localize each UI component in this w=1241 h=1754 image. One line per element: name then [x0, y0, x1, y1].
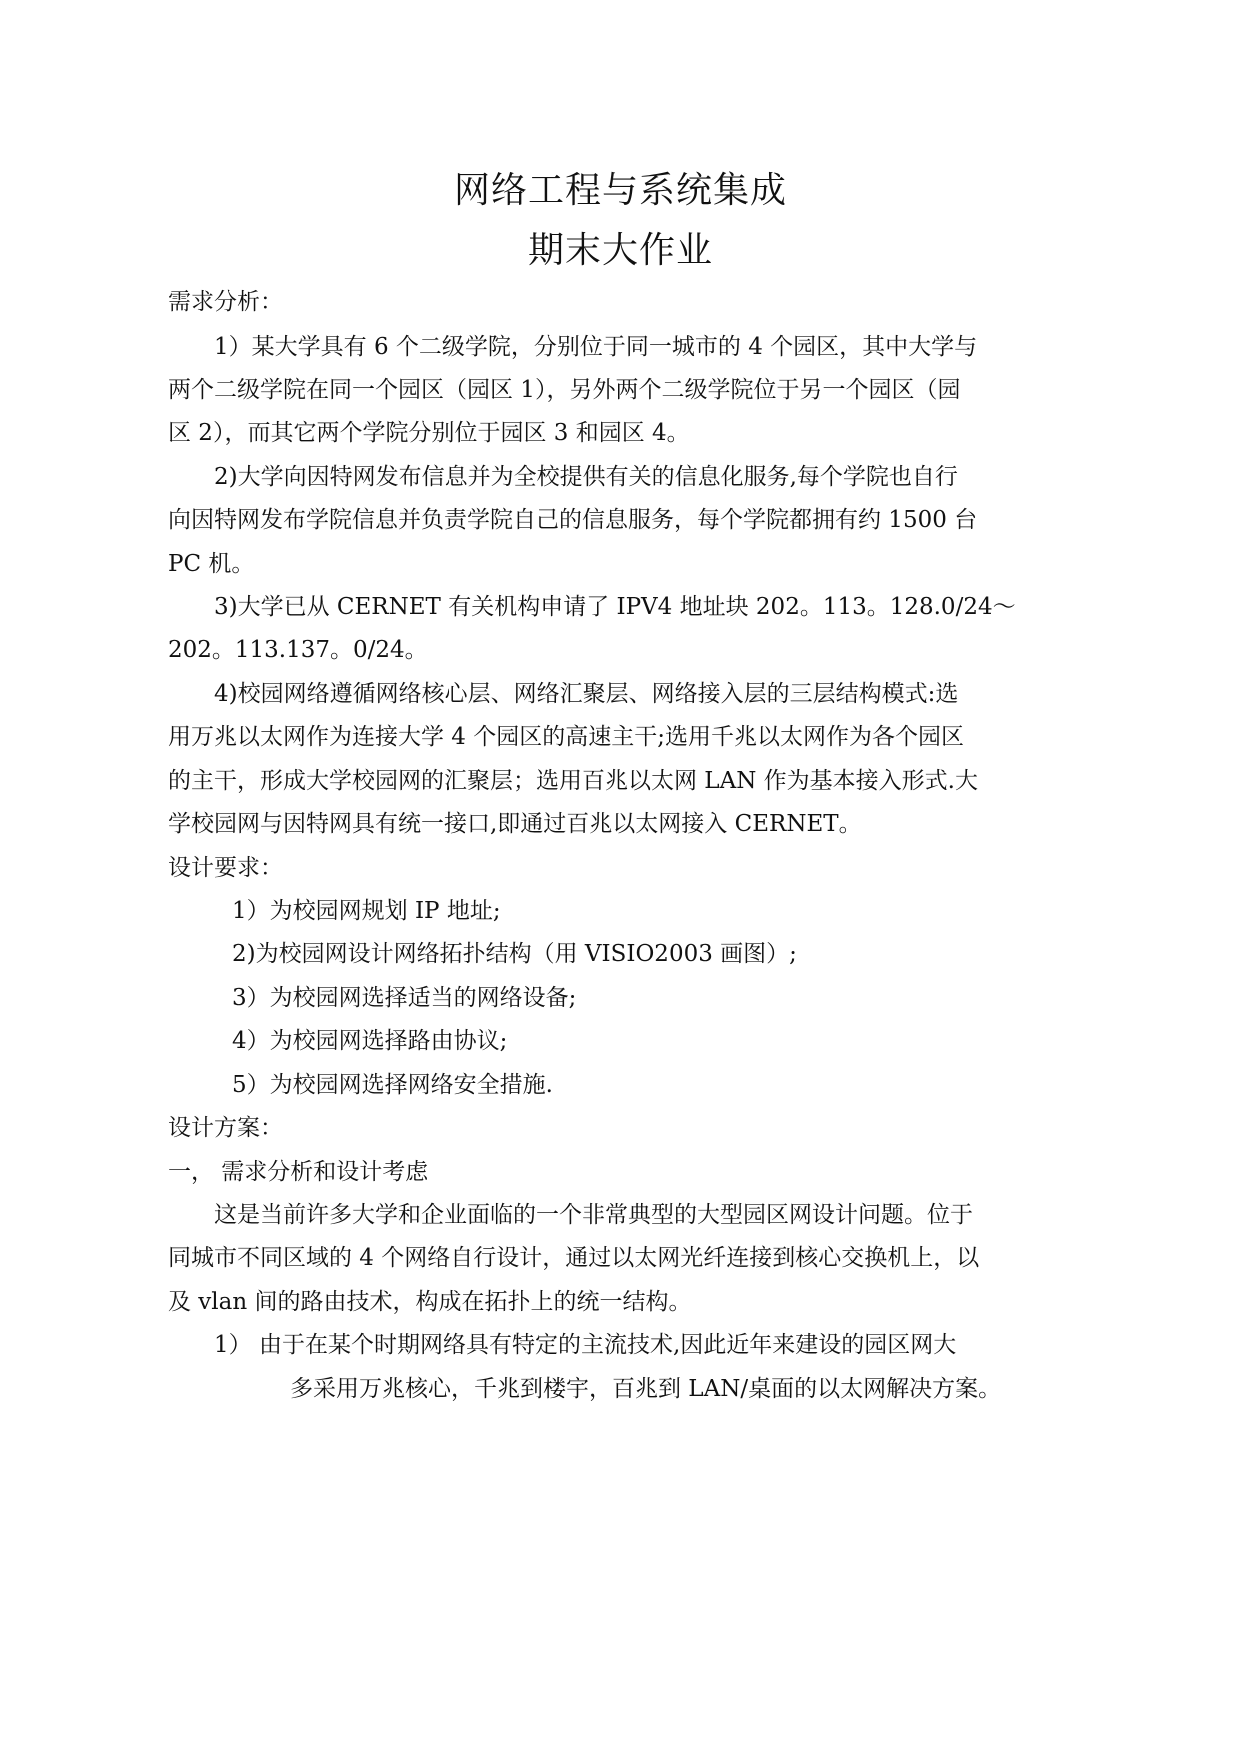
numbered-paragraph-line: 1） 由于在某个时期网络具有特定的主流技术,因此近年来建设的园区网大 [214, 1332, 957, 1358]
section-heading-design-requirements: 设计要求： [168, 855, 283, 881]
paragraph-line: 3)大学已从 CERNET 有关机构申请了 IPV4 地址块 202。113。128.0/24～ [214, 594, 1016, 620]
paragraph-line: 学校园网与因特网具有统一接口,即通过百兆以太网接入 CERNET。 [168, 811, 862, 837]
requirement-item: 1）为校园网规划 IP 地址; [232, 898, 501, 924]
paragraph-line: 的主干，形成大学校园网的汇聚层；选用百兆以太网 LAN 作为基本接入形式.大 [168, 768, 978, 794]
paragraph-line: 这是当前许多大学和企业面临的一个非常典型的大型园区网设计问题。位于 [214, 1202, 973, 1228]
numbered-paragraph-line: 多采用万兆核心，千兆到楼宇，百兆到 LAN/桌面的以太网解决方案。 [290, 1376, 1002, 1402]
paragraph-line: PC 机。 [168, 551, 255, 577]
requirement-item: 4）为校园网选择路由协议; [232, 1028, 508, 1054]
paragraph-line: 2)大学向因特网发布信息并为全校提供有关的信息化服务,每个学院也自行 [214, 464, 958, 490]
section-heading-requirements: 需求分析： [168, 289, 283, 315]
paragraph-line: 区 2），而其它两个学院分别位于园区 3 和园区 4。 [168, 420, 690, 446]
requirement-item: 3）为校园网选择适当的网络设备; [232, 985, 577, 1011]
subsection-heading: 一， 需求分析和设计考虑 [168, 1159, 429, 1185]
paragraph-line: 202。113.137。0/24。 [168, 637, 428, 663]
paragraph-line: 两个二级学院在同一个园区（园区 1），另外两个二级学院位于另一个园区（园 [168, 377, 961, 403]
document-title: 网络工程与系统集成 [453, 170, 787, 211]
paragraph-line: 4)校园网络遵循网络核心层、网络汇聚层、网络接入层的三层结构模式:选 [214, 681, 959, 707]
paragraph-line: 向因特网发布学院信息并负责学院自己的信息服务，每个学院都拥有约 1500 台 [168, 507, 978, 533]
paragraph-line: 用万兆以太网作为连接大学 4 个园区的高速主干;选用千兆以太网作为各个园区 [168, 724, 965, 750]
paragraph-line: 1）某大学具有 6 个二级学院，分别位于同一城市的 4 个园区，其中大学与 [214, 334, 978, 360]
paragraph-line: 同城市不同区域的 4 个网络自行设计，通过以太网光纤连接到核心交换机上，以 [168, 1245, 980, 1271]
section-heading-design-plan: 设计方案： [168, 1115, 283, 1141]
document-subtitle: 期末大作业 [527, 230, 713, 271]
requirement-item: 5）为校园网选择网络安全措施. [232, 1072, 553, 1098]
requirement-item: 2)为校园网设计网络拓扑结构（用 VISIO2003 画图）; [232, 941, 797, 967]
paragraph-line: 及 vlan 间的路由技术，构成在拓扑上的统一结构。 [168, 1289, 692, 1315]
